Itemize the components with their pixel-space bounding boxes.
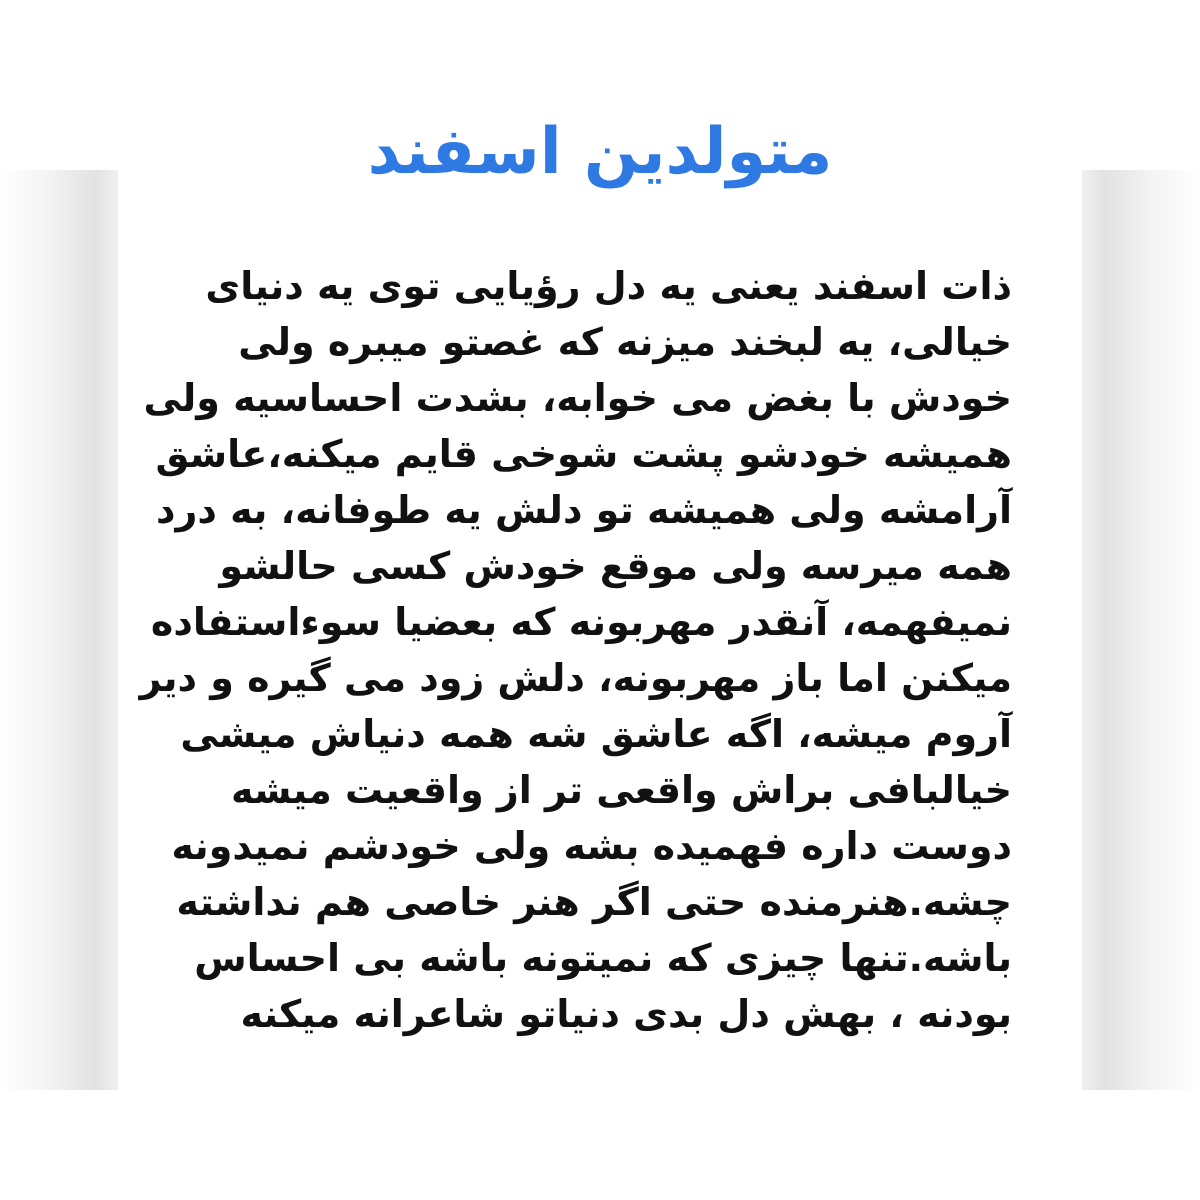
text-line: ذات اسفند یعنی یه دل رؤیایی توی یه دنیای <box>205 264 1012 308</box>
text-line: نمیفهمه، آنقدر مهربونه که بعضیا سوءاستفاده <box>150 600 1012 644</box>
text-line: همیشه خودشو پشت شوخی قایم میکنه،عاشق <box>155 432 1012 476</box>
text-line: آرامشه ولی همیشه تو دلش یه طوفانه، به درد <box>156 488 1012 532</box>
text-line: بودنه ، بهش دل بدی دنیاتو شاعرانه میکنه <box>240 992 1012 1036</box>
text-line: دوست داره فهمیده بشه ولی خودشم نمیدونه <box>171 824 1012 868</box>
right-shadow-edge <box>1082 170 1200 1090</box>
text-line: خودش با بغض می خوابه، بشدت احساسیه ولی <box>143 376 1012 420</box>
body-paragraph <box>139 258 1012 1042</box>
text-line: خیالبافی براش واقعی تر از واقعیت میشه <box>231 768 1012 812</box>
text-line: خیالی، یه لبخند میزنه که غصتو میبره ولی <box>238 320 1012 364</box>
left-shadow-edge <box>0 170 118 1090</box>
text-line: چشه.هنرمنده حتی اگر هنر خاصی هم نداشته <box>176 880 1012 924</box>
text-line: آروم میشه، اگه عاشق شه همه دنیاش میشی <box>180 712 1012 756</box>
text-line: میکنن اما باز مهربونه، دلش زود می گیره و دیر <box>139 656 1012 700</box>
text-line: همه میرسه ولی موقع خودش کسی حالشو <box>219 544 1012 588</box>
page-title: متولدین اسفند <box>367 115 833 189</box>
text-line: باشه.تنها چیزی که نمیتونه باشه بی احساس <box>194 936 1012 980</box>
